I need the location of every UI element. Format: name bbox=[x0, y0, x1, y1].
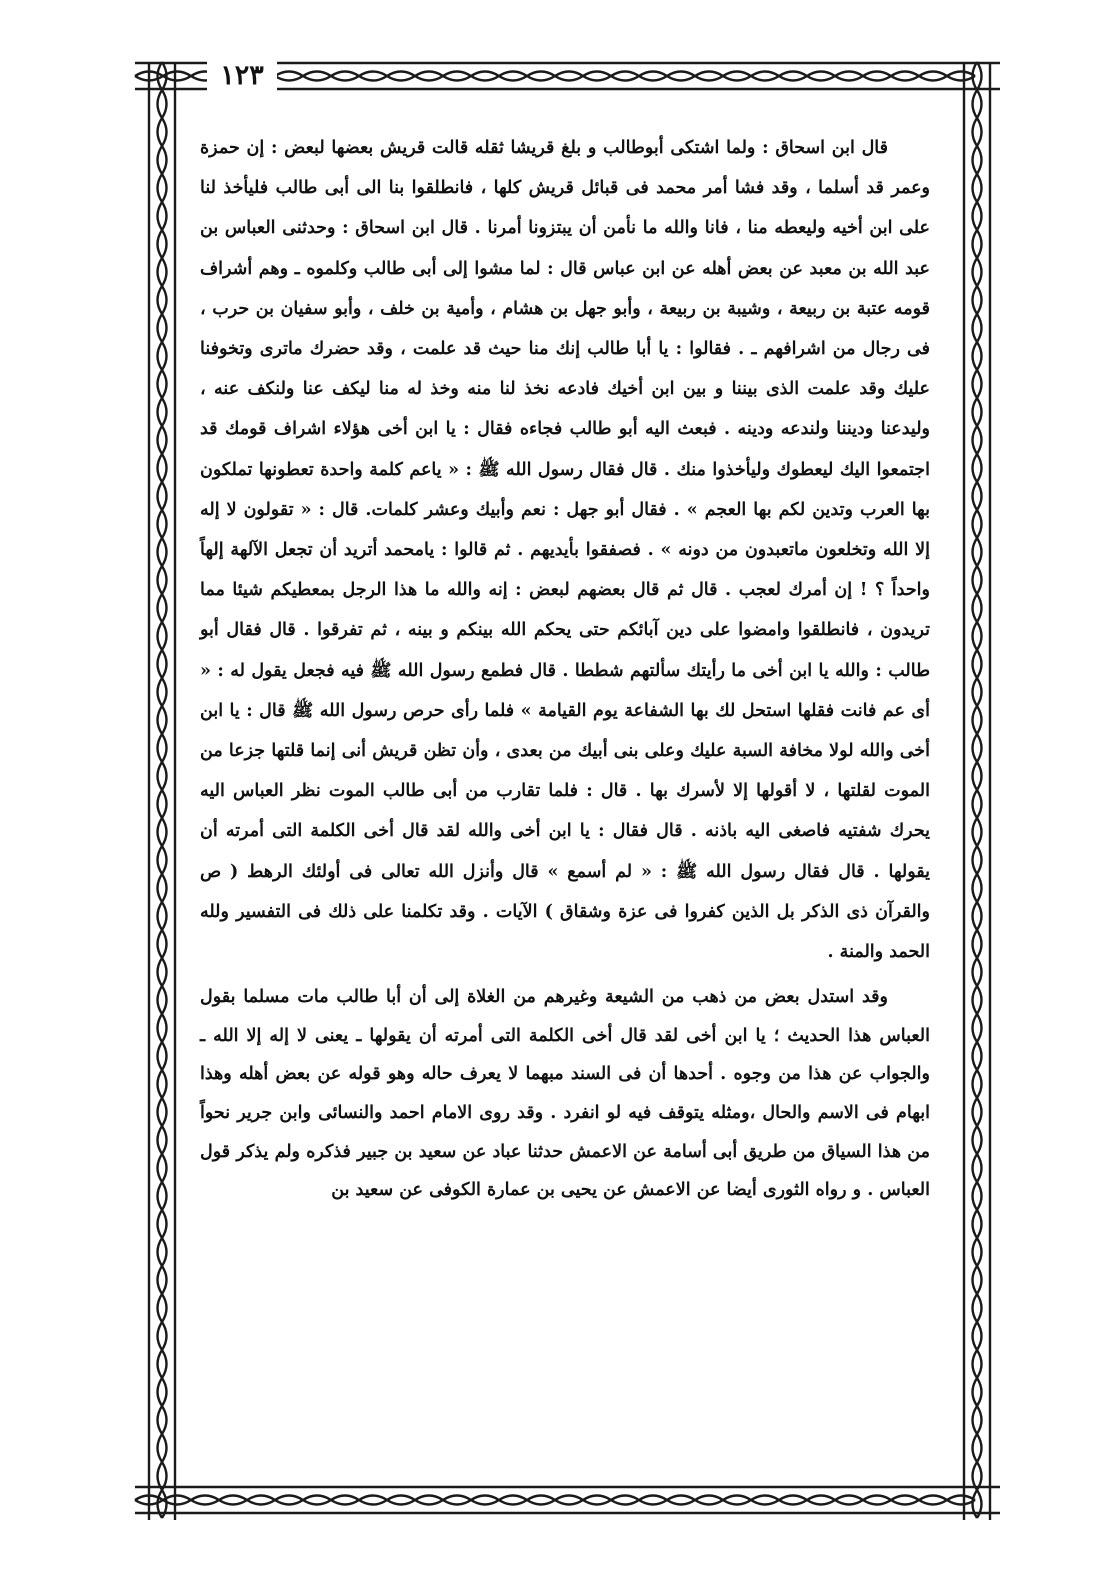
page-number: ١٢٣ bbox=[207, 58, 277, 94]
main-text bbox=[200, 128, 930, 1210]
paragraph: وقد استدل بعض من ذهب من الشيعة وغيرهم من الغلاة إلى أن أبا طالب مات مسلما بقول العباس هذا الحديث ؛ يا ابن أخى لقد قال أخى الكلمة التى أمرته أن يقولها ـ يعنى لا إله إلا الله ـ والجواب عن هذا من وجوه . أحدها أن فى السند مبهما لا يعرف حاله وهو قوله عن بعض أهله وهذا ابهام فى الاسم والحال ،ومثله يتوقف فيه لو انفرد . وقد روى الامام احمد والنسائى وابن جرير نحواً من هذا السياق من طريق أبى أسامة عن الاعمش حدثنا عباد عن سعيد بن جبير فذكره ولم يذكر قول العباس . و رواه الثورى أيضا عن الاعمش عن يحيى بن عمارة الكوفى عن سعيد بن bbox=[200, 987, 930, 1201]
paragraph: قال ابن اسحاق : ولما اشتكى أبوطالب و بلغ قريشا ثقله قالت قريش بعضها لبعض : إن حمزة وعمر قد أسلما ، وقد فشا أمر محمد فى قبائل قريش كلها ، فانطلقوا بنا الى أبى طالب فليأخذ لنا على ابن أخيه وليعطه منا ، فانا والله ما نأمن أن يبتزونا أمرنا . قال ابن اسحاق : وحدثنى العباس بن عبد الله بن معبد عن بعض أهله عن ابن عباس قال : لما مشوا إلى أبى طالب وكلموه ـ وهم أشراف قومه عتبة بن ربيعة ، وشيبة بن ربيعة ، وأبو جهل بن هشام ، وأمية بن خلف ، وأبو سفيان بن حرب ، فى رجال من اشرافهم ـ . فقالوا : يا أبا طالب إنك منا حيث قد علمت ، وقد حضرك ماترى وتخوفنا عليك وقد علمت الذى بيننا و بين ابن أخيك فادعه نخذ لنا منه وخذ له منا ليكف عنا ولنكف عنه ، وليدعنا وديننا ولندعه ودينه . فبعث اليه أبو طالب فجاءه فقال : يا ابن أخى هؤلاء اشراف قومك قد اجتمعوا اليك ليعطوك وليأخذوا منك . قال فقال رسول الله ﷺ : « ياعم كلمة واحدة تعطونها تملكون بها العرب وتدين لكم بها العجم » . فقال أبو جهل : نعم وأبيك وعشر كلمات. قال : « تقولون لا إله إلا الله وتخلعون ماتعبدون من دونه » . فصفقوا بأيديهم . ثم قالوا : يامحمد أتريد أن تجعل الآلهة إلهاً واحداً ؟ ! إن أمرك لعجب . قال ثم قال بعضهم لبعض : إنه والله ما هذا الرجل بمعطيكم شيئا مما تريدون ، فانطلقوا وامضوا على دين آبائكم حتى يحكم الله بينكم و بينه ، ثم تفرقوا . قال فقال أبو طالب : والله يا ابن أخى ما رأيتك سألتهم شططا . قال فطمع رسول الله ﷺ فيه فجعل يقول له : « أى عم فانت فقلها استحل لك بها الشفاعة يوم القيامة » فلما رأى حرص رسول الله ﷺ قال : يا ابن أخى والله لولا مخافة السبة عليك وعلى بنى أبيك من بعدى ، وأن تظن قريش أنى إنما قلتها جزعا من الموت لقلتها ، لا أقولها إلا لأسرك بها . قال : فلما تقارب من أبى طالب الموت نظر العباس اليه يحرك شفتيه فاصغى اليه باذنه . قال فقال : يا ابن أخى والله لقد قال أخى الكلمة التى أمرته أن يقولها . قال فقال رسول الله ﷺ : « لم أسمع » قال وأنزل الله تعالى فى أولئك الرهط ( ص والقرآن ذى الذكر بل الذين كفروا فى عزة وشقاق ) الآيات . وقد تكلمنا على ذلك فى التفسير ولله الحمد والمنة . bbox=[200, 138, 930, 963]
